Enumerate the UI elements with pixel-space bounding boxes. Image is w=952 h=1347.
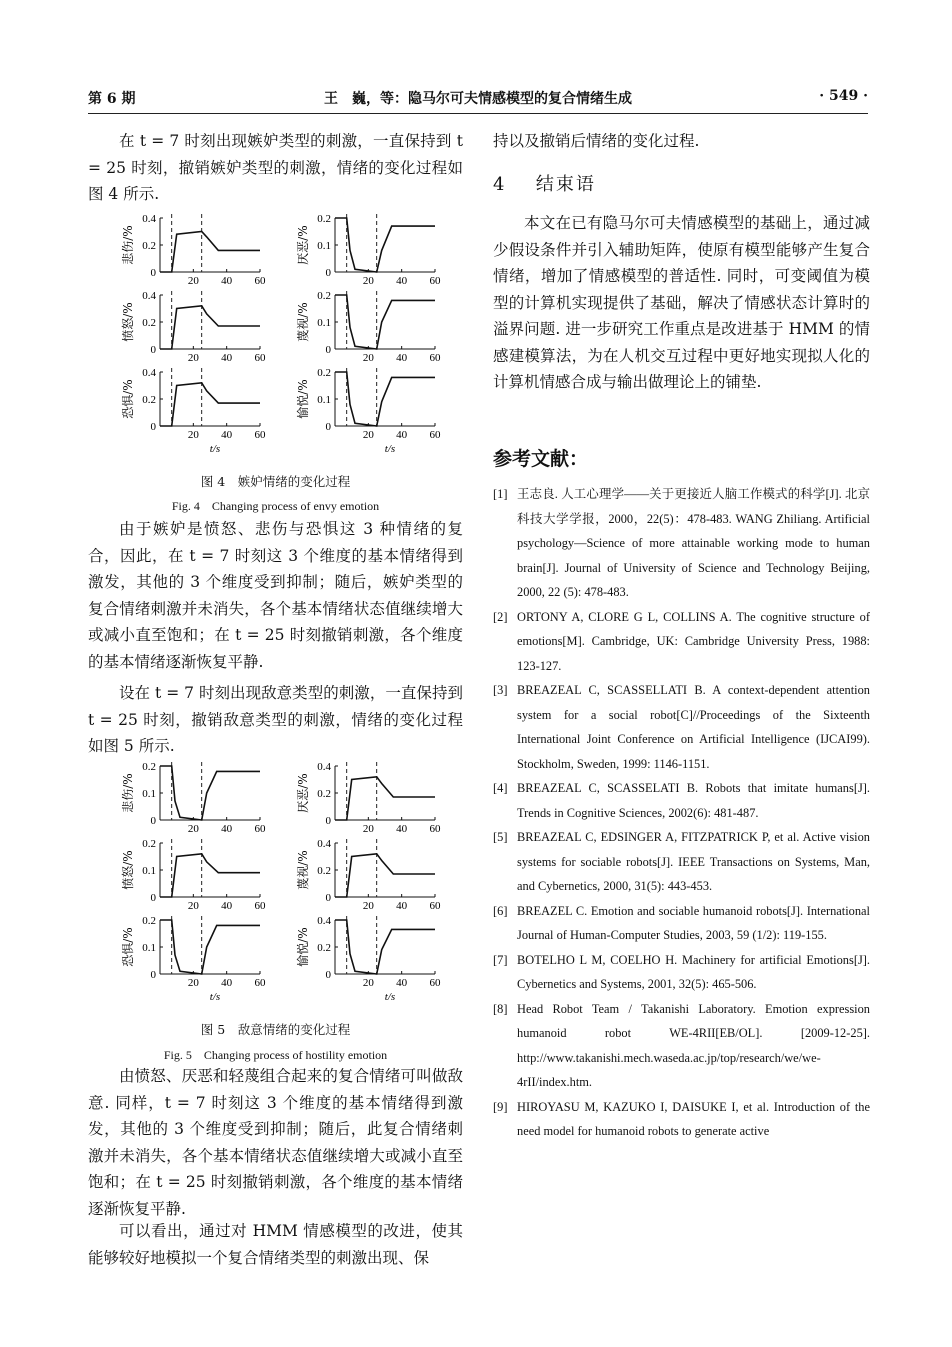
x-tick-label: 20 [187,352,199,364]
x-tick-label: 60 [254,275,266,287]
panel [295,838,441,912]
running-header [88,88,868,108]
reference-number: [3] [493,683,508,697]
y-tick-label: 0.1 [317,394,331,406]
figure-4-caption-en: Fig. 4 Changing process of envy emotion [171,499,380,513]
x-tick-label: 20 [362,275,374,287]
panel [120,761,266,835]
x-tick-label: 20 [362,900,374,912]
y-tick-label: 0 [325,969,331,981]
y-tick-label: 0 [150,267,156,279]
series-line [335,372,435,426]
y-axis-label: 蔑视/% [296,302,310,342]
left-paragraph-1: 在 t = 7 时刻出现嫉妒类型的刺激，一直保持到 t = 25 时刻，撤销嫉妒类型的刺激，情绪的变化过程如图 4 所示. [88,132,463,203]
y-tick-label: 0.1 [317,240,331,252]
x-tick-label: 40 [396,429,408,441]
x-axis-label: t/s [384,991,396,1003]
panel [296,213,441,287]
series-line [335,920,435,974]
y-tick-label: 0 [325,421,331,433]
y-axis-label: 恐惧/% [121,379,135,419]
y-tick-label: 0.2 [317,213,331,225]
y-tick-label: 0.4 [142,213,156,225]
x-tick-label: 20 [362,823,374,835]
y-tick-label: 0.1 [142,788,156,800]
series-line [160,920,260,974]
y-tick-label: 0.2 [142,761,156,773]
series-line [160,232,260,273]
series-line [160,383,260,426]
header-rule [88,113,868,114]
y-tick-label: 0.2 [317,865,331,877]
y-axis-label: 悲伤/% [121,225,135,265]
y-tick-label: 0 [325,267,331,279]
reference-text: 王志良. 人工心理学——关于更接近人脑工作模式的科学[J]. 北京科技大学学报，2000，22(5)：478-483. WANG Zhiliang. Artificial psychology—Science of more attainable working mode to human brain[J]. Journal of University of Science and Technology Beijing, 2000, 22 (5): 478-483. [517,487,870,599]
x-tick-label: 60 [254,429,266,441]
x-tick-label: 60 [429,977,441,989]
section-number: 4 [493,174,507,195]
left-paragraph-4: 由愤怒、厌恶和轻蔑组合起来的复合情绪可叫做敌意. 同样，t = 7 时刻这 3 个维度的基本情绪得到激发，其他的 3 个维度受到抑制；随后，此复合情绪刺激并未消失，各个基本情绪状态值继续增大或减小直至饱和；在 t = 25 时刻撤销刺激，各个维度的基本情绪逐渐恢复平静. [88,1067,463,1218]
series-line [335,295,435,349]
reference-number: [9] [493,1099,508,1114]
x-tick-label: 60 [429,429,441,441]
reference-number: [4] [493,781,508,795]
y-tick-label: 0.1 [142,942,156,954]
y-tick-label: 0 [150,892,156,904]
reference-text: BREAZEAL C, SCASSELATI B. Robots that imitate humans[J]. Trends in Cognitive Sciences, 2002(6): 481-487. [517,781,870,820]
issue-number: 第 6 期 [88,91,136,107]
x-tick-label: 60 [254,352,266,364]
x-tick-label: 20 [187,823,199,835]
figure-5-caption-en: Fig. 5 Changing process of hostility emotion [163,1048,388,1062]
reference-item [493,948,870,997]
y-tick-label: 0.2 [142,915,156,927]
reference-number: [2] [493,609,508,624]
reference-text: Head Robot Team / Takanishi Laboratory. Emotion expression humanoid robot WE-4RII[EB/OL]. [2009-12-25]. http://www.takanishi.mech.waseda.ac.jp/top/research/we/we-4rII/index.htm. [517,1001,870,1089]
figure-4-chart [88,210,463,465]
x-tick-label: 60 [254,977,266,989]
x-tick-label: 60 [429,275,441,287]
y-tick-label: 0.2 [142,838,156,850]
running-title: 王 巍，等：隐马尔可夫情感模型的复合情绪生成 [324,91,632,107]
x-tick-label: 20 [187,429,199,441]
conclusion-paragraph: 本文在已有隐马尔可夫情感模型的基础上，通过减少假设条件并引入辅助矩阵，使原有模型能够产生复合情绪，增加了情感模型的普适性. 同时，可变阈值为模型的计算机实现提供了基础，解决了情感状态计算时的溢界问题. 进一步研究工作重点是改进基于 HMM 的情感建模算法，为在人机交互过程中更好地实现拟人化的计算机情感合成与输出做理论上的铺垫. [493,214,870,391]
panel [120,838,266,912]
reference-item [493,605,870,679]
series-line [160,766,260,820]
x-tick-label: 60 [254,823,266,835]
y-axis-label: 愤怒/% [121,302,135,342]
panel [120,367,266,455]
y-tick-label: 0.1 [317,317,331,329]
y-axis-label: 厌恶/% [296,225,310,265]
y-tick-label: 0.4 [142,367,156,379]
x-tick-label: 40 [221,900,233,912]
y-tick-label: 0.2 [142,394,156,406]
x-tick-label: 20 [362,977,374,989]
x-axis-label: t/s [209,443,221,455]
y-tick-label: 0.4 [142,290,156,302]
reference-text: HIROYASU M, KAZUKO I, DAISUKE I, et al. Introduction of the need model for humanoid robots to generate active [517,1099,870,1138]
reference-number: [7] [493,952,508,967]
x-tick-label: 20 [362,429,374,441]
y-axis-label: 愉悦/% [296,927,310,967]
left-paragraph-2: 由于嫉妒是愤怒、悲伤与恐惧这 3 种情绪的复合，因此，在 t = 7 时刻这 3 个维度的基本情绪得到激发，其他的 3 个维度受到抑制；随后，嫉妒类型的复合情绪刺激并未消失，各个基本情绪状态值继续增大或减小直至饱和；在 t = 25 时刻撤销刺激，各个维度的基本情绪逐渐恢复平静. [88,520,463,671]
reference-item [493,482,870,605]
section-title: 结束语 [535,174,596,195]
y-axis-label: 愉悦/% [296,379,310,419]
y-tick-label: 0.1 [142,865,156,877]
reference-text: BREAZEAL C, EDSINGER A, FITZPATRICK P, et al. Active vision systems for sociable robots[J]. IEEE Transactions on Systems, Man, and Cybernetics, 2000, 31(5): 443-453. [517,830,870,893]
figure-4 [88,210,463,513]
x-tick-label: 40 [396,977,408,989]
reference-text: BREAZEL C. Emotion and sociable humanoid robots[J]. International Journal of Human-Computer Studies, 2003, 59 (1/2): 119-155. [517,903,870,942]
y-tick-label: 0 [150,344,156,356]
y-tick-label: 0 [150,421,156,433]
x-axis-label: t/s [209,991,221,1003]
series-line [335,218,435,272]
y-tick-label: 0.2 [142,317,156,329]
reference-item [493,825,870,899]
y-tick-label: 0 [150,815,156,827]
x-tick-label: 60 [429,823,441,835]
left-paragraph-5: 可以看出，通过对 HMM 情感模型的改进，使其能够较好地模拟一个复合情绪类型的刺激出现、保 [88,1222,463,1267]
y-tick-label: 0.2 [317,788,331,800]
panel [120,213,266,287]
x-tick-label: 40 [396,900,408,912]
series-line [335,854,435,897]
x-tick-label: 60 [254,900,266,912]
y-tick-label: 0 [325,815,331,827]
x-tick-label: 40 [221,823,233,835]
series-line [160,306,260,349]
y-tick-label: 0 [325,344,331,356]
x-tick-label: 40 [396,823,408,835]
y-axis-label: 愤怒/% [121,850,135,890]
left-paragraph-3: 设在 t = 7 时刻出现敌意类型的刺激，一直保持到 t = 25 时刻，撤销敌意类型的刺激，情绪的变化过程如图 5 所示. [88,684,463,755]
y-axis-label: 恐惧/% [121,927,135,967]
panel [120,290,266,364]
x-tick-label: 60 [429,900,441,912]
x-tick-label: 60 [429,352,441,364]
y-tick-label: 0.2 [317,367,331,379]
x-tick-label: 40 [221,275,233,287]
reference-number: [8] [493,1001,508,1016]
figure-5-caption-cn: 图 5 敌意情绪的变化过程 [200,1022,351,1037]
y-tick-label: 0.2 [317,290,331,302]
panel [296,761,441,835]
y-tick-label: 0 [150,969,156,981]
reference-item [493,776,870,825]
y-tick-label: 0 [325,892,331,904]
y-tick-label: 0.4 [317,838,331,850]
section-heading [493,170,870,196]
reference-item [493,678,870,776]
panel [295,367,441,455]
y-axis-label: 蔑视/% [296,850,310,890]
y-axis-label: 悲伤/% [121,773,135,813]
reference-text: BREAZEAL C, SCASSELLATI B. A context-dependent attention system for a social robot[C]//Proceedings of the Sixteenth International Joint Conference on Artificial Intelligence (IJCAI99). Stockholm, Sweden, 1999: 1146-1151. [517,683,870,771]
reference-number: [5] [493,830,508,844]
panel [295,915,441,1003]
x-tick-label: 40 [396,352,408,364]
x-tick-label: 40 [221,977,233,989]
right-paragraph-0: 持以及撤销后情绪的变化过程. [493,132,700,150]
series-line [160,854,260,897]
panel [120,915,266,1003]
reference-text: BOTELHO L M, COELHO H. Machinery for artificial Emotions[J]. Cybernetics and Systems, 2001, 32(5): 465-506. [517,952,870,991]
reference-number: [1] [493,487,508,501]
x-tick-label: 20 [187,977,199,989]
y-tick-label: 0.4 [317,761,331,773]
y-tick-label: 0.2 [142,240,156,252]
reference-item [493,1095,870,1144]
figure-5-chart [88,758,463,1008]
reference-item [493,997,870,1095]
reference-number: [6] [493,903,508,918]
x-tick-label: 40 [221,352,233,364]
y-tick-label: 0.2 [317,942,331,954]
x-tick-label: 40 [221,429,233,441]
figure-4-caption-cn: 图 4 嫉妒情绪的变化过程 [200,474,351,489]
x-tick-label: 20 [362,352,374,364]
references-heading: 参考文献： [493,448,589,470]
panel [295,290,441,364]
x-axis-label: t/s [384,443,396,455]
y-tick-label: 0.4 [317,915,331,927]
y-axis-label: 厌恶/% [296,773,310,813]
series-line [335,777,435,820]
x-tick-label: 20 [187,275,199,287]
x-tick-label: 40 [396,275,408,287]
reference-text: ORTONY A, CLORE G L, COLLINS A. The cognitive structure of emotions[M]. Cambridge, UK: Cambridge University Press, 1988: 123-127. [517,609,870,673]
figure-5 [88,758,463,1063]
x-tick-label: 20 [187,900,199,912]
page-number: · 549 · [819,88,868,104]
reference-item [493,899,870,948]
references-list [493,482,870,1144]
